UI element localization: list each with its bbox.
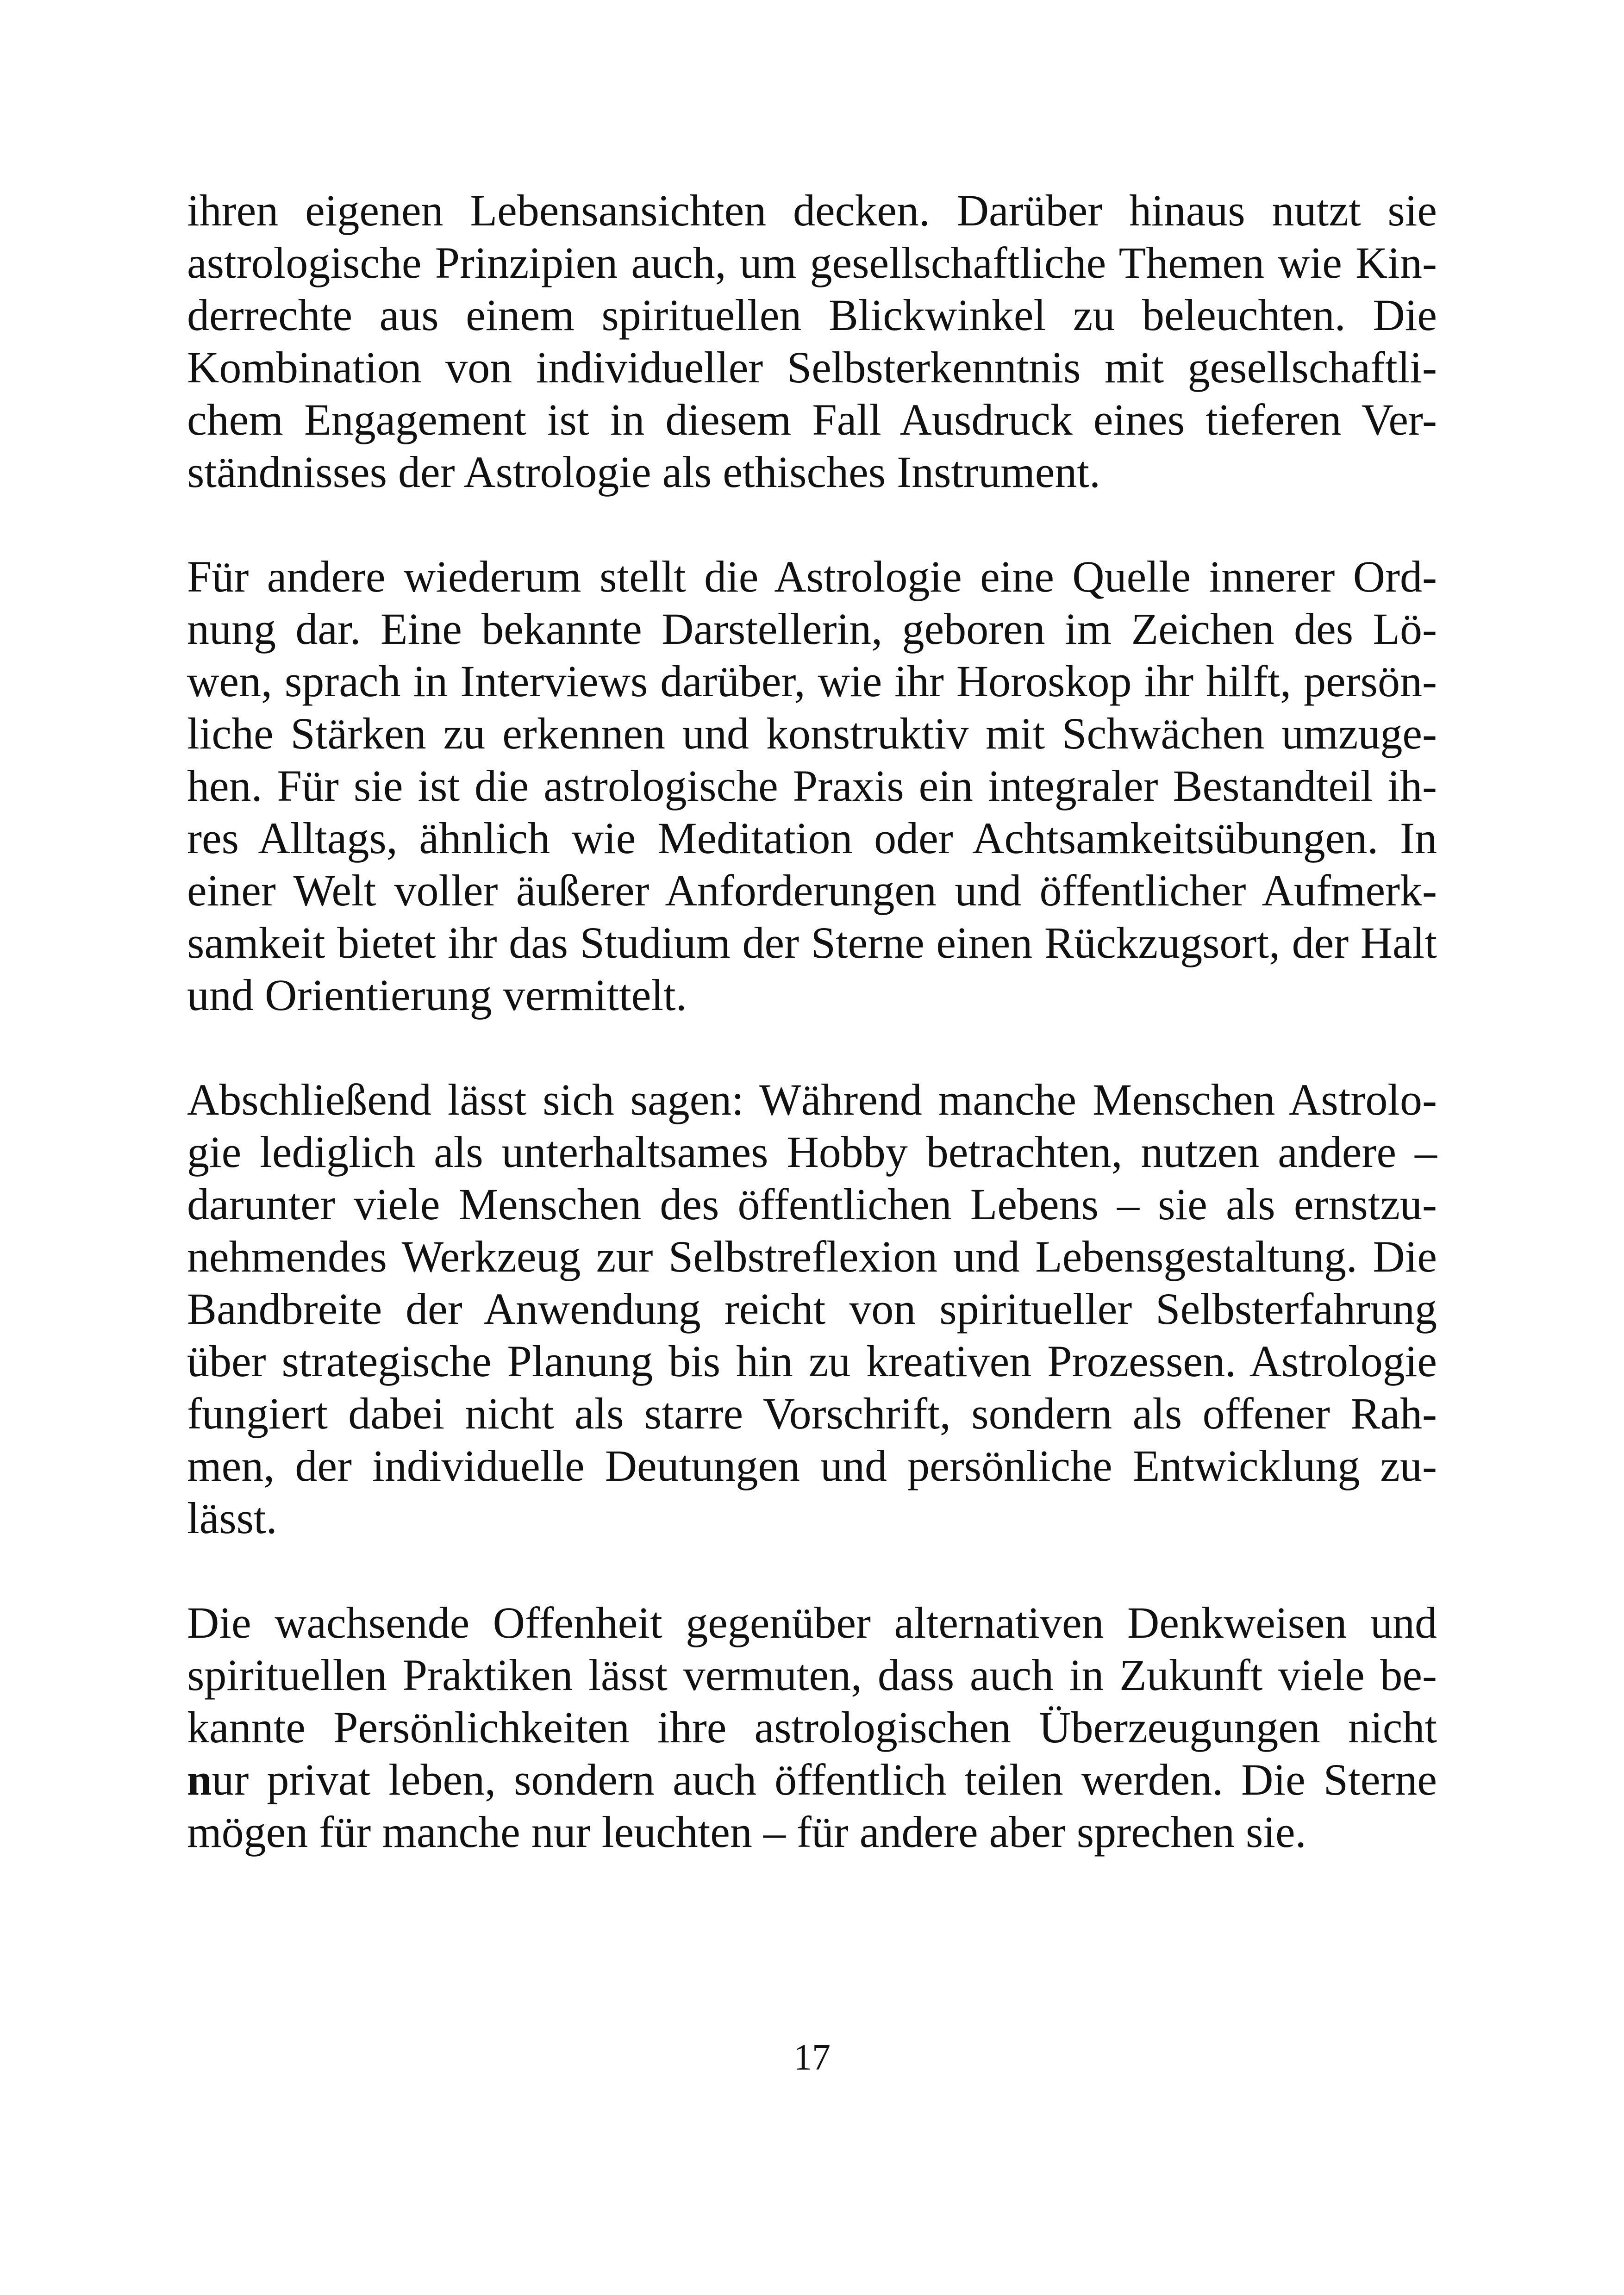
text-line: mögen für manche nur leuchten – für andere aber sprechen sie. <box>187 1807 1306 1857</box>
paragraph-2 <box>187 550 1437 1021</box>
text-line: res Alltags, ähnlich wie Meditation oder Achtsamkeitsübungen. In <box>187 813 1437 863</box>
text-line: gie lediglich als unterhaltsames Hobby betrachten, nutzen andere – <box>187 1127 1437 1177</box>
text-line: Für andere wiederum stellt die Astrologie eine Quelle innerer Ord- <box>187 552 1437 601</box>
text-line: ständnisses der Astrologie als ethisches Instrument. <box>187 447 1101 497</box>
text-line: derrechte aus einem spirituellen Blickwinkel zu beleuchten. Die <box>187 290 1437 340</box>
paragraph-3 <box>187 1073 1437 1544</box>
text-line-rest: ur privat leben, sondern auch öffentlich teilen werden. Die Sterne <box>212 1755 1437 1804</box>
text-line: chem Engagement ist in diesem Fall Ausdruck eines tieferen Ver- <box>187 395 1437 444</box>
text-line: über strategische Planung bis hin zu kreativen Prozessen. Astrologie <box>187 1336 1437 1386</box>
text-line: nehmendes Werkzeug zur Selbstreflexion und Lebensgestaltung. Die <box>187 1232 1437 1281</box>
text-line: fungiert dabei nicht als starre Vorschrift, sondern als offener Rah- <box>187 1389 1437 1438</box>
text-line: Bandbreite der Anwendung reicht von spiritueller Selbsterfahrung <box>187 1284 1437 1334</box>
page-number: 17 <box>793 2037 831 2078</box>
text-line: Abschließend lässt sich sagen: Während manche Menschen Astrolo- <box>187 1075 1437 1124</box>
text-line: samkeit bietet ihr das Studium der Sterne einen Rückzugsort, der Halt <box>187 918 1437 967</box>
text-line: liche Stärken zu erkennen und konstruktiv mit Schwächen umzuge- <box>187 709 1437 758</box>
paragraph-4 <box>187 1597 1437 1858</box>
text-line: nung dar. Eine bekannte Darstellerin, geboren im Zeichen des Lö- <box>187 604 1437 654</box>
bold-initial: n <box>187 1755 212 1804</box>
body-text <box>187 184 1437 1910</box>
text-line: kannte Persönlichkeiten ihre astrologischen Überzeugungen nicht <box>187 1703 1437 1752</box>
text-line: Kombination von individueller Selbsterkenntnis mit gesellschaftli- <box>187 343 1437 392</box>
text-line: ihren eigenen Lebensansichten decken. Darüber hinaus nutzt sie <box>187 186 1437 235</box>
text-line-with-bold-initial <box>187 1753 1437 1806</box>
text-line: astrologische Prinzipien auch, um gesellschaftliche Themen wie Kin- <box>187 238 1437 287</box>
text-line: Die wachsende Offenheit gegenüber alternativen Denkweisen und <box>187 1598 1437 1647</box>
text-line: spirituellen Praktiken lässt vermuten, dass auch in Zukunft viele be- <box>187 1650 1437 1700</box>
text-line: darunter viele Menschen des öffentlichen Lebens – sie als ernstzu- <box>187 1179 1437 1229</box>
text-line: lässt. <box>187 1493 277 1543</box>
text-line: wen, sprach in Interviews darüber, wie ihr Horoskop ihr hilft, persön- <box>187 656 1437 706</box>
text-line: hen. Für sie ist die astrologische Praxis ein integraler Bestandteil ih- <box>187 761 1437 811</box>
text-line: und Orientierung vermittelt. <box>187 970 687 1020</box>
text-line: einer Welt voller äußerer Anforderungen und öffentlicher Aufmerk- <box>187 866 1437 915</box>
text-line: men, der individuelle Deutungen und persönliche Entwicklung zu- <box>187 1441 1437 1491</box>
paragraph-1 <box>187 184 1437 498</box>
